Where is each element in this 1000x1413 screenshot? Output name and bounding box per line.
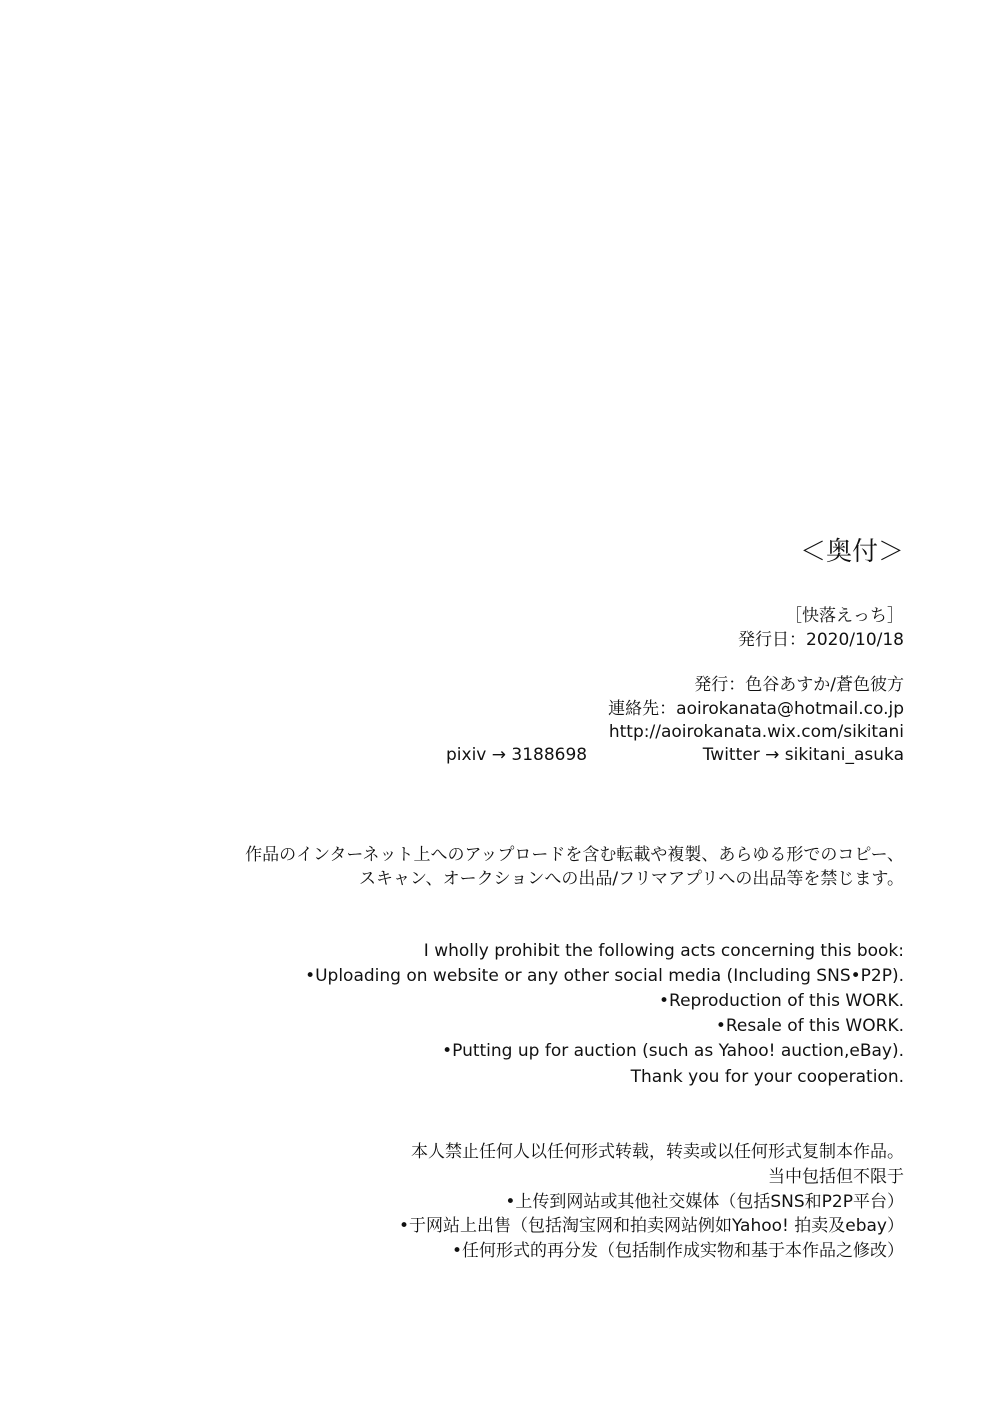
contact-email: 連絡先：aoirokanata@hotmail.co.jp [608, 699, 904, 719]
en-notice-line: •Putting up for auction (such as Yahoo! auction,eBay). [442, 1041, 904, 1061]
publish-date: 発行日：2020/10/18 [738, 630, 904, 650]
cn-notice-line: •于网站上出售（包括淘宝网和拍卖网站例如Yahoo! 拍卖及ebay） [398, 1216, 904, 1236]
en-notice-line: •Uploading on website or any other social media (Including SNS•P2P). [305, 966, 904, 986]
cn-notice-line: •上传到网站或其他社交媒体（包括SNS和P2P平台） [505, 1192, 904, 1212]
book-title: ［快落えっち］ [785, 606, 904, 626]
en-notice-line: •Reproduction of this WORK. [659, 991, 904, 1011]
pixiv-id: pixiv → 3188698 [446, 745, 588, 765]
jp-notice-line: スキャン、オークションへの出品/フリマアプリへの出品等を禁じます。 [359, 869, 904, 889]
cn-notice-line: •任何形式的再分发（包括制作成实物和基于本作品之修改） [451, 1241, 904, 1261]
twitter-handle: Twitter → sikitani_asuka [702, 745, 904, 765]
social-links [446, 744, 904, 766]
en-notice-line: I wholly prohibit the following acts concerning this book: [423, 941, 904, 961]
colophon-heading: ＜奥付＞ [799, 537, 904, 567]
en-notice-line: •Resale of this WORK. [715, 1016, 904, 1036]
website-url: http://aoirokanata.wix.com/sikitani [608, 722, 904, 742]
cn-notice-line: 本人禁止任何人以任何形式转载，转卖或以任何形式复制本作品。 [411, 1142, 904, 1162]
cn-notice-line: 当中包括但不限于 [768, 1167, 904, 1187]
publisher: 発行：色谷あすか/蒼色彼方 [694, 675, 904, 695]
en-notice-line: Thank you for your cooperation. [630, 1067, 904, 1087]
jp-notice-line: 作品のインターネット上へのアップロードを含む転載や複製、あらゆる形でのコピー、 [245, 845, 904, 865]
